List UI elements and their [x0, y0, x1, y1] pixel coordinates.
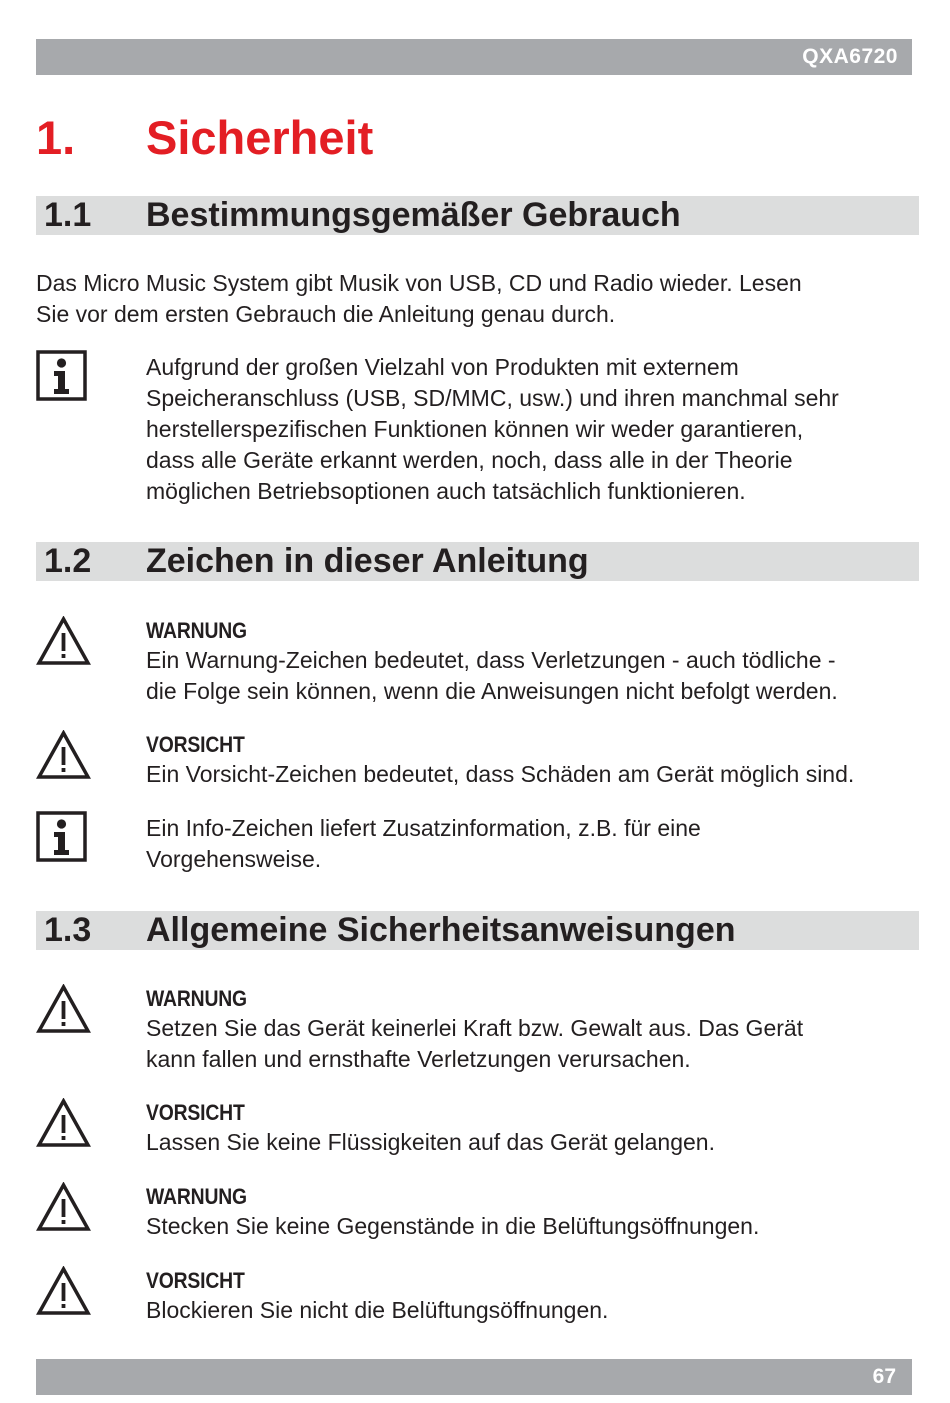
section-title: Zeichen in dieser Anleitung	[146, 542, 589, 580]
intro-paragraph	[36, 268, 916, 330]
info-note-line: möglichen Betriebsoptionen auch tatsächlich funktionieren.	[146, 478, 746, 504]
info-icon	[36, 350, 87, 401]
info-note-line: Aufgrund der großen Vielzahl von Produkten mit externem	[146, 354, 739, 380]
item-text-line: kann fallen und ernsthafte Verletzungen verursachen.	[146, 1046, 691, 1072]
warning-triangle-icon	[36, 984, 91, 1034]
general-item-warning	[146, 985, 916, 1075]
info-note-line: dass alle Geräte erkannt werden, noch, dass alle in der Theorie	[146, 447, 793, 473]
intro-line-2: Sie vor dem ersten Gebrauch die Anleitung genau durch.	[36, 301, 616, 327]
item-text-line: Setzen Sie das Gerät keinerlei Kraft bzw. Gewalt aus. Das Gerät	[146, 1015, 804, 1041]
warning-triangle-icon	[36, 616, 91, 666]
caution-label: VORSICHT	[146, 1100, 245, 1125]
chapter-number: 1.	[36, 111, 76, 164]
section-heading-1-3	[36, 911, 919, 950]
section-title: Allgemeine Sicherheitsanweisungen	[146, 911, 736, 949]
sign-text-line: Ein Vorsicht-Zeichen bedeutet, dass Schäden am Gerät möglich sind.	[146, 761, 855, 787]
section-number: 1.3	[44, 911, 92, 949]
item-text-line: Stecken Sie keine Gegenstände in die Belüftungsöffnungen.	[146, 1213, 760, 1239]
sign-text-line: Ein Warnung-Zeichen bedeutet, dass Verletzungen - auch tödliche -	[146, 647, 836, 673]
section-title: Bestimmungsgemäßer Gebrauch	[146, 196, 681, 234]
footer-bar	[36, 1359, 912, 1395]
chapter-heading: Sicherheit	[146, 111, 374, 164]
caution-label: VORSICHT	[146, 732, 245, 757]
info-note-line: Speicheranschluss (USB, SD/MMC, usw.) und ihren manchmal sehr	[146, 385, 839, 411]
warning-label: WARNUNG	[146, 986, 247, 1011]
sign-text-line: Vorgehensweise.	[146, 846, 322, 872]
section-heading-1-1	[36, 196, 919, 235]
sign-warning-block	[146, 617, 916, 707]
section-number: 1.2	[44, 542, 92, 580]
caution-triangle-icon	[36, 1098, 91, 1148]
section-number: 1.1	[44, 196, 92, 234]
header-bar	[36, 39, 912, 75]
info-icon	[36, 811, 87, 862]
info-note	[146, 352, 916, 507]
general-item-caution	[146, 1099, 916, 1158]
sign-text-line: die Folge sein können, wenn die Anweisungen nicht befolgt werden.	[146, 678, 838, 704]
item-text-line: Blockieren Sie nicht die Belüftungsöffnungen.	[146, 1297, 609, 1323]
caution-triangle-icon	[36, 1266, 91, 1316]
info-note-line: herstellerspezifischen Funktionen können wir weder garantieren,	[146, 416, 804, 442]
caution-label: VORSICHT	[146, 1268, 245, 1293]
general-item-caution	[146, 1267, 916, 1326]
item-text-line: Lassen Sie keine Flüssigkeiten auf das Gerät gelangen.	[146, 1129, 715, 1155]
warning-triangle-icon	[36, 1182, 91, 1232]
sign-text-line: Ein Info-Zeichen liefert Zusatzinformation, z.B. für eine	[146, 815, 701, 841]
intro-line-1: Das Micro Music System gibt Musik von USB, CD und Radio wieder. Lesen	[36, 270, 802, 296]
section-heading-1-2	[36, 542, 919, 581]
general-item-warning	[146, 1183, 916, 1242]
model-number: QXA6720	[802, 45, 898, 68]
warning-label: WARNUNG	[146, 618, 247, 643]
sign-info-block	[146, 813, 916, 875]
warning-label: WARNUNG	[146, 1184, 247, 1209]
caution-triangle-icon	[36, 730, 91, 780]
sign-caution-block	[146, 731, 916, 790]
page-number: 67	[872, 1365, 896, 1388]
